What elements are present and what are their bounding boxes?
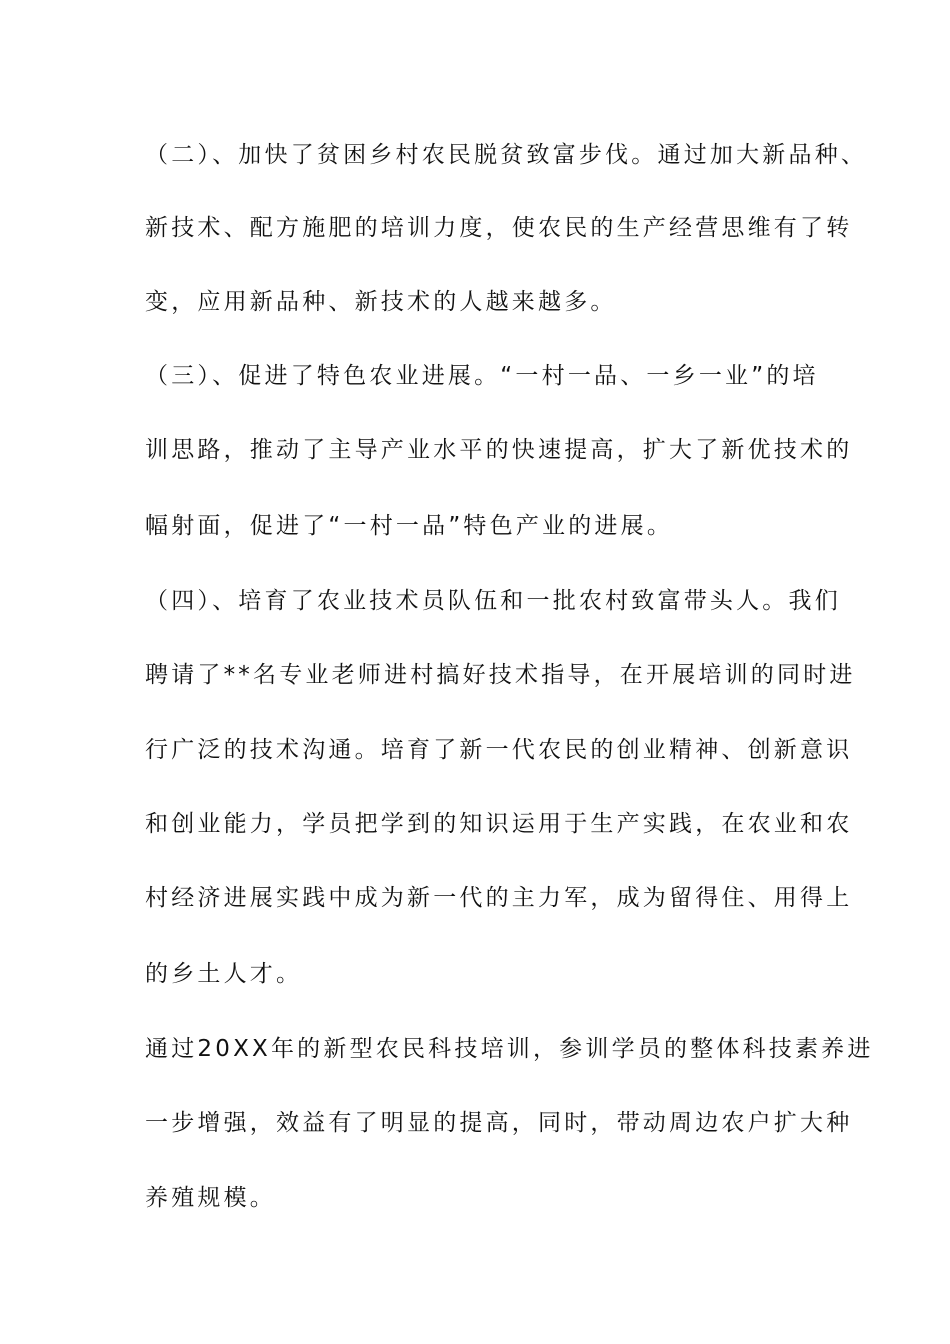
text-line: 和创业能力，学员把学到的知识运用于生产实践，在农业和农 — [145, 811, 853, 837]
text-line: （二）、加快了贫困乡村农民脱贫致富步伐。通过加大新品种、 — [145, 142, 868, 168]
text-line: 幅射面，促进了“一村一品”特色产业的进展。 — [145, 513, 674, 539]
text-line: 新技术、配方施肥的培训力度，使农民的生产经营思维有了转 — [145, 215, 853, 241]
text-line: 聘请了**名专业老师进村搞好技术指导，在开展培训的同时进 — [145, 662, 856, 688]
text-line: （四）、培育了农业技术员队伍和一批农村致富带头人。我们 — [145, 588, 841, 614]
text-line: 训思路，推动了主导产业水平的快速提高，扩大了新优技术的 — [145, 437, 853, 463]
text-line: 的乡土人才。 — [145, 961, 303, 987]
text-line: 一步增强，效益有了明显的提高，同时，带动周边农户扩大种 — [145, 1110, 853, 1136]
text-line: 养殖规模。 — [145, 1185, 276, 1211]
text-line: 变，应用新品种、新技术的人越来越多。 — [145, 289, 617, 315]
text-line: 通过20XX年的新型农民科技培训，参训学员的整体科技素养进 — [145, 1036, 874, 1062]
text-line: 行广泛的技术沟通。培育了新一代农民的创业精神、创新意识 — [145, 737, 853, 763]
text-line: 村经济进展实践中成为新一代的主力军，成为留得住、用得上 — [145, 885, 853, 911]
text-line: （三）、促进了特色农业进展。“一村一品、一乡一业”的培 — [145, 363, 819, 389]
